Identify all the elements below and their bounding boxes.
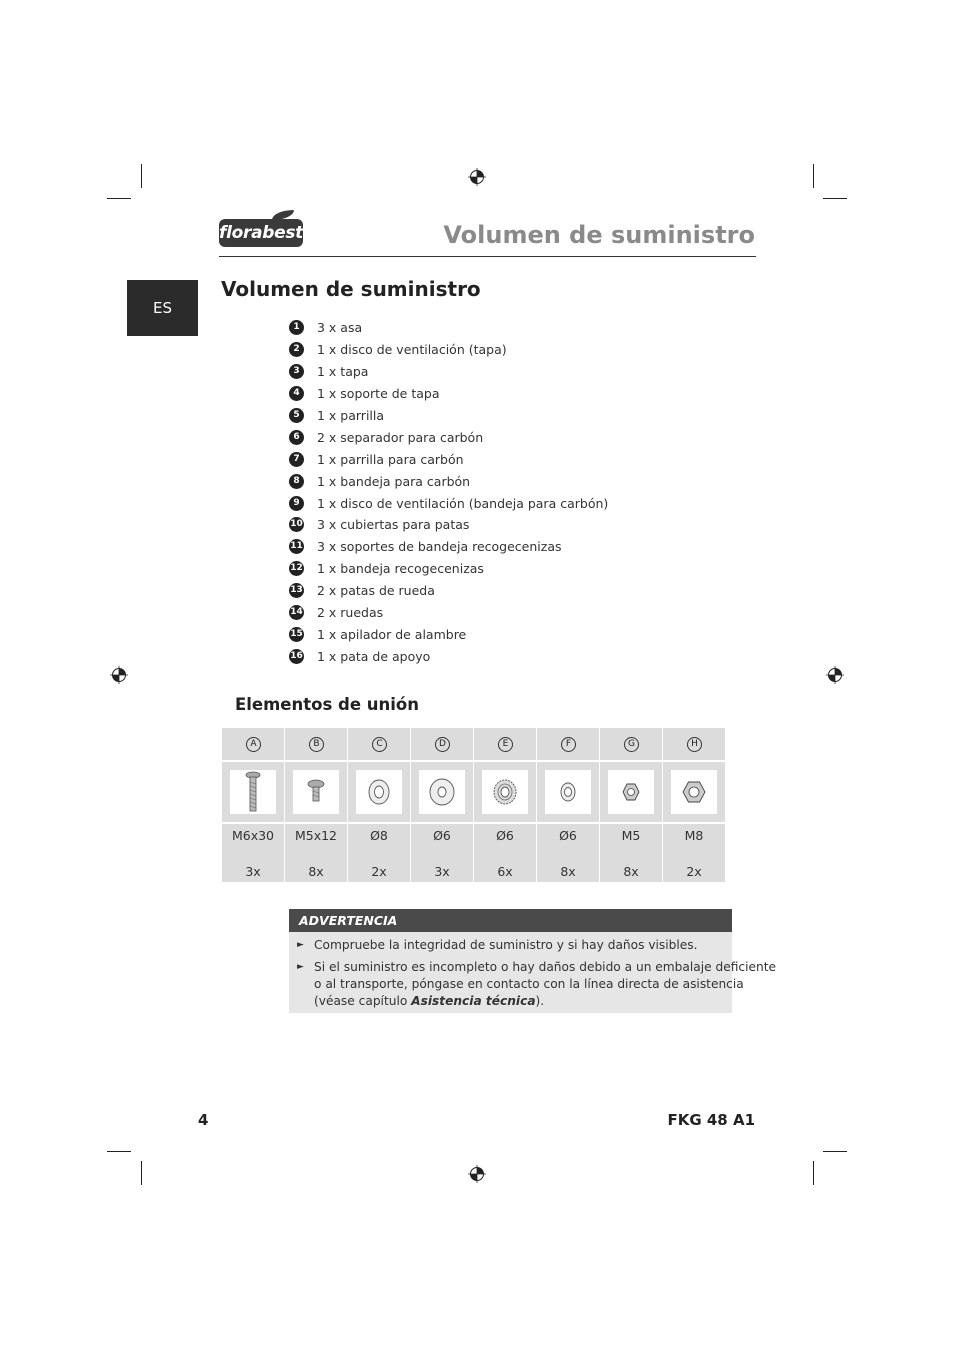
page-number: 4 [198, 1111, 209, 1129]
item-text: 2 x patas de rueda [317, 583, 435, 599]
header-title: Volumen de suministro [443, 221, 755, 249]
fastener-letter: G [624, 737, 639, 752]
warning-text: Si el suministro es incompleto o hay daños debido a un embalaje deficiente [314, 960, 776, 974]
item-text: 3 x soportes de bandeja recogecenizas [317, 539, 562, 555]
list-item [289, 602, 608, 624]
item-number: 10 [289, 517, 304, 532]
item-text: 1 x parrilla para carbón [317, 451, 464, 467]
fastener-column [600, 728, 662, 882]
language-tab: ES [127, 280, 198, 336]
crop-mark [107, 1151, 131, 1152]
list-item [289, 514, 608, 536]
chapter-reference: Asistencia técnica [411, 994, 536, 1008]
list-item [289, 492, 608, 514]
item-text: 1 x soporte de tapa [317, 386, 440, 402]
fastener-size: Ø6 [433, 828, 451, 843]
fastener-size: Ø8 [370, 828, 388, 843]
item-number: 2 [289, 342, 304, 357]
warning-text: o al transporte, póngase en contacto con la línea directa de asistencia [314, 977, 744, 991]
fastener-quantity: 8x [623, 864, 639, 879]
item-text: 1 x bandeja recogecenizas [317, 561, 484, 577]
item-text: 1 x bandeja para carbón [317, 473, 471, 489]
item-number: 4 [289, 386, 304, 401]
crop-mark [813, 164, 814, 188]
item-text: 3 x cubiertas para patas [317, 517, 470, 533]
list-item [289, 536, 608, 558]
item-number: 1 [289, 320, 304, 335]
list-item [289, 426, 608, 448]
item-text: 1 x tapa [317, 364, 369, 380]
list-item [289, 645, 608, 667]
list-item [289, 383, 608, 405]
fastener-quantity: 6x [497, 864, 513, 879]
warning-text [314, 993, 544, 1010]
item-number: 7 [289, 452, 304, 467]
hex-nut-icon [671, 770, 717, 814]
crop-mark [141, 164, 142, 188]
fastener-letter: D [435, 737, 450, 752]
list-item [289, 558, 608, 580]
arrow-bullet-icon: ► [297, 962, 304, 972]
item-number: 12 [289, 561, 304, 576]
list-item [289, 339, 608, 361]
crop-mark [823, 198, 847, 199]
fasteners-table [222, 728, 726, 882]
fastener-letter: H [687, 737, 702, 752]
warning-box [289, 909, 776, 1013]
item-text: 1 x disco de ventilación (bandeja para carbón) [317, 495, 609, 511]
parts-list [289, 317, 608, 667]
item-text: 1 x pata de apoyo [317, 648, 431, 664]
item-number: 15 [289, 627, 304, 642]
fastener-size: Ø6 [496, 828, 514, 843]
fasteners-title: Elementos de unión [235, 695, 420, 714]
section-title: Volumen de suministro [221, 277, 481, 301]
item-number: 13 [289, 583, 304, 598]
fastener-letter: B [309, 737, 324, 752]
washer-icon [356, 770, 402, 814]
fastener-letter: F [561, 737, 576, 752]
list-item [289, 405, 608, 427]
model-number: FKG 48 A1 [667, 1111, 755, 1129]
fastener-letter: C [372, 737, 387, 752]
registration-mark-icon [468, 1165, 486, 1183]
item-number: 9 [289, 496, 304, 511]
item-number: 5 [289, 408, 304, 423]
long-bolt-icon [230, 770, 276, 814]
item-number: 6 [289, 430, 304, 445]
item-text: 1 x parrilla [317, 408, 385, 423]
crop-mark [813, 1161, 814, 1185]
registration-mark-icon [468, 168, 486, 186]
fastener-column [411, 728, 473, 882]
fastener-size: Ø6 [559, 828, 577, 843]
item-text: 3 x asa [317, 320, 363, 336]
item-number: 11 [289, 539, 304, 554]
item-text: 2 x ruedas [317, 605, 384, 621]
list-item [289, 361, 608, 383]
item-number: 8 [289, 474, 304, 489]
list-item [289, 317, 608, 339]
list-item [289, 448, 608, 470]
fastener-column [663, 728, 725, 882]
fastener-quantity: 8x [560, 864, 576, 879]
warning-text-post: ). [535, 994, 545, 1008]
item-text: 1 x disco de ventilación (tapa) [317, 342, 507, 358]
hex-nut-icon [608, 770, 654, 814]
fastener-quantity: 2x [371, 864, 387, 879]
fastener-quantity: 2x [686, 864, 702, 879]
list-item [289, 580, 608, 602]
brand-logo: florabest [219, 219, 303, 247]
fastener-column [285, 728, 347, 882]
item-number: 14 [289, 605, 304, 620]
fastener-quantity: 8x [308, 864, 324, 879]
registration-mark-icon [826, 666, 844, 684]
fastener-size: M5 [621, 828, 641, 843]
fastener-quantity: 3x [245, 864, 261, 879]
item-number: 16 [289, 649, 304, 664]
crop-mark [107, 198, 131, 199]
washer-icon [419, 770, 465, 814]
fastener-size: M5x12 [294, 828, 338, 843]
list-item [289, 623, 608, 645]
short-bolt-icon [293, 770, 339, 814]
header-divider [219, 256, 756, 257]
fastener-size: M8 [684, 828, 704, 843]
spring-washer-icon [482, 770, 528, 814]
fastener-column [474, 728, 536, 882]
item-number: 3 [289, 364, 304, 379]
warning-text-pre: (véase capítulo [314, 994, 412, 1008]
fastener-column [222, 728, 284, 882]
warning-heading: ADVERTENCIA [289, 909, 732, 932]
warning-text: Compruebe la integridad de suministro y si hay daños visibles. [314, 938, 698, 952]
crop-mark [823, 1151, 847, 1152]
registration-mark-icon [110, 666, 128, 684]
arrow-bullet-icon: ► [297, 940, 304, 950]
small-washer-icon [545, 770, 591, 814]
item-text: 2 x separador para carbón [317, 429, 484, 445]
list-item [289, 470, 608, 492]
fastener-size: M6x30 [231, 828, 275, 843]
fastener-column [348, 728, 410, 882]
fastener-quantity: 3x [434, 864, 450, 879]
crop-mark [141, 1161, 142, 1185]
item-text: 1 x apilador de alambre [317, 626, 467, 642]
fastener-column [537, 728, 599, 882]
fastener-letter: E [498, 737, 513, 752]
fastener-letter: A [246, 737, 261, 752]
